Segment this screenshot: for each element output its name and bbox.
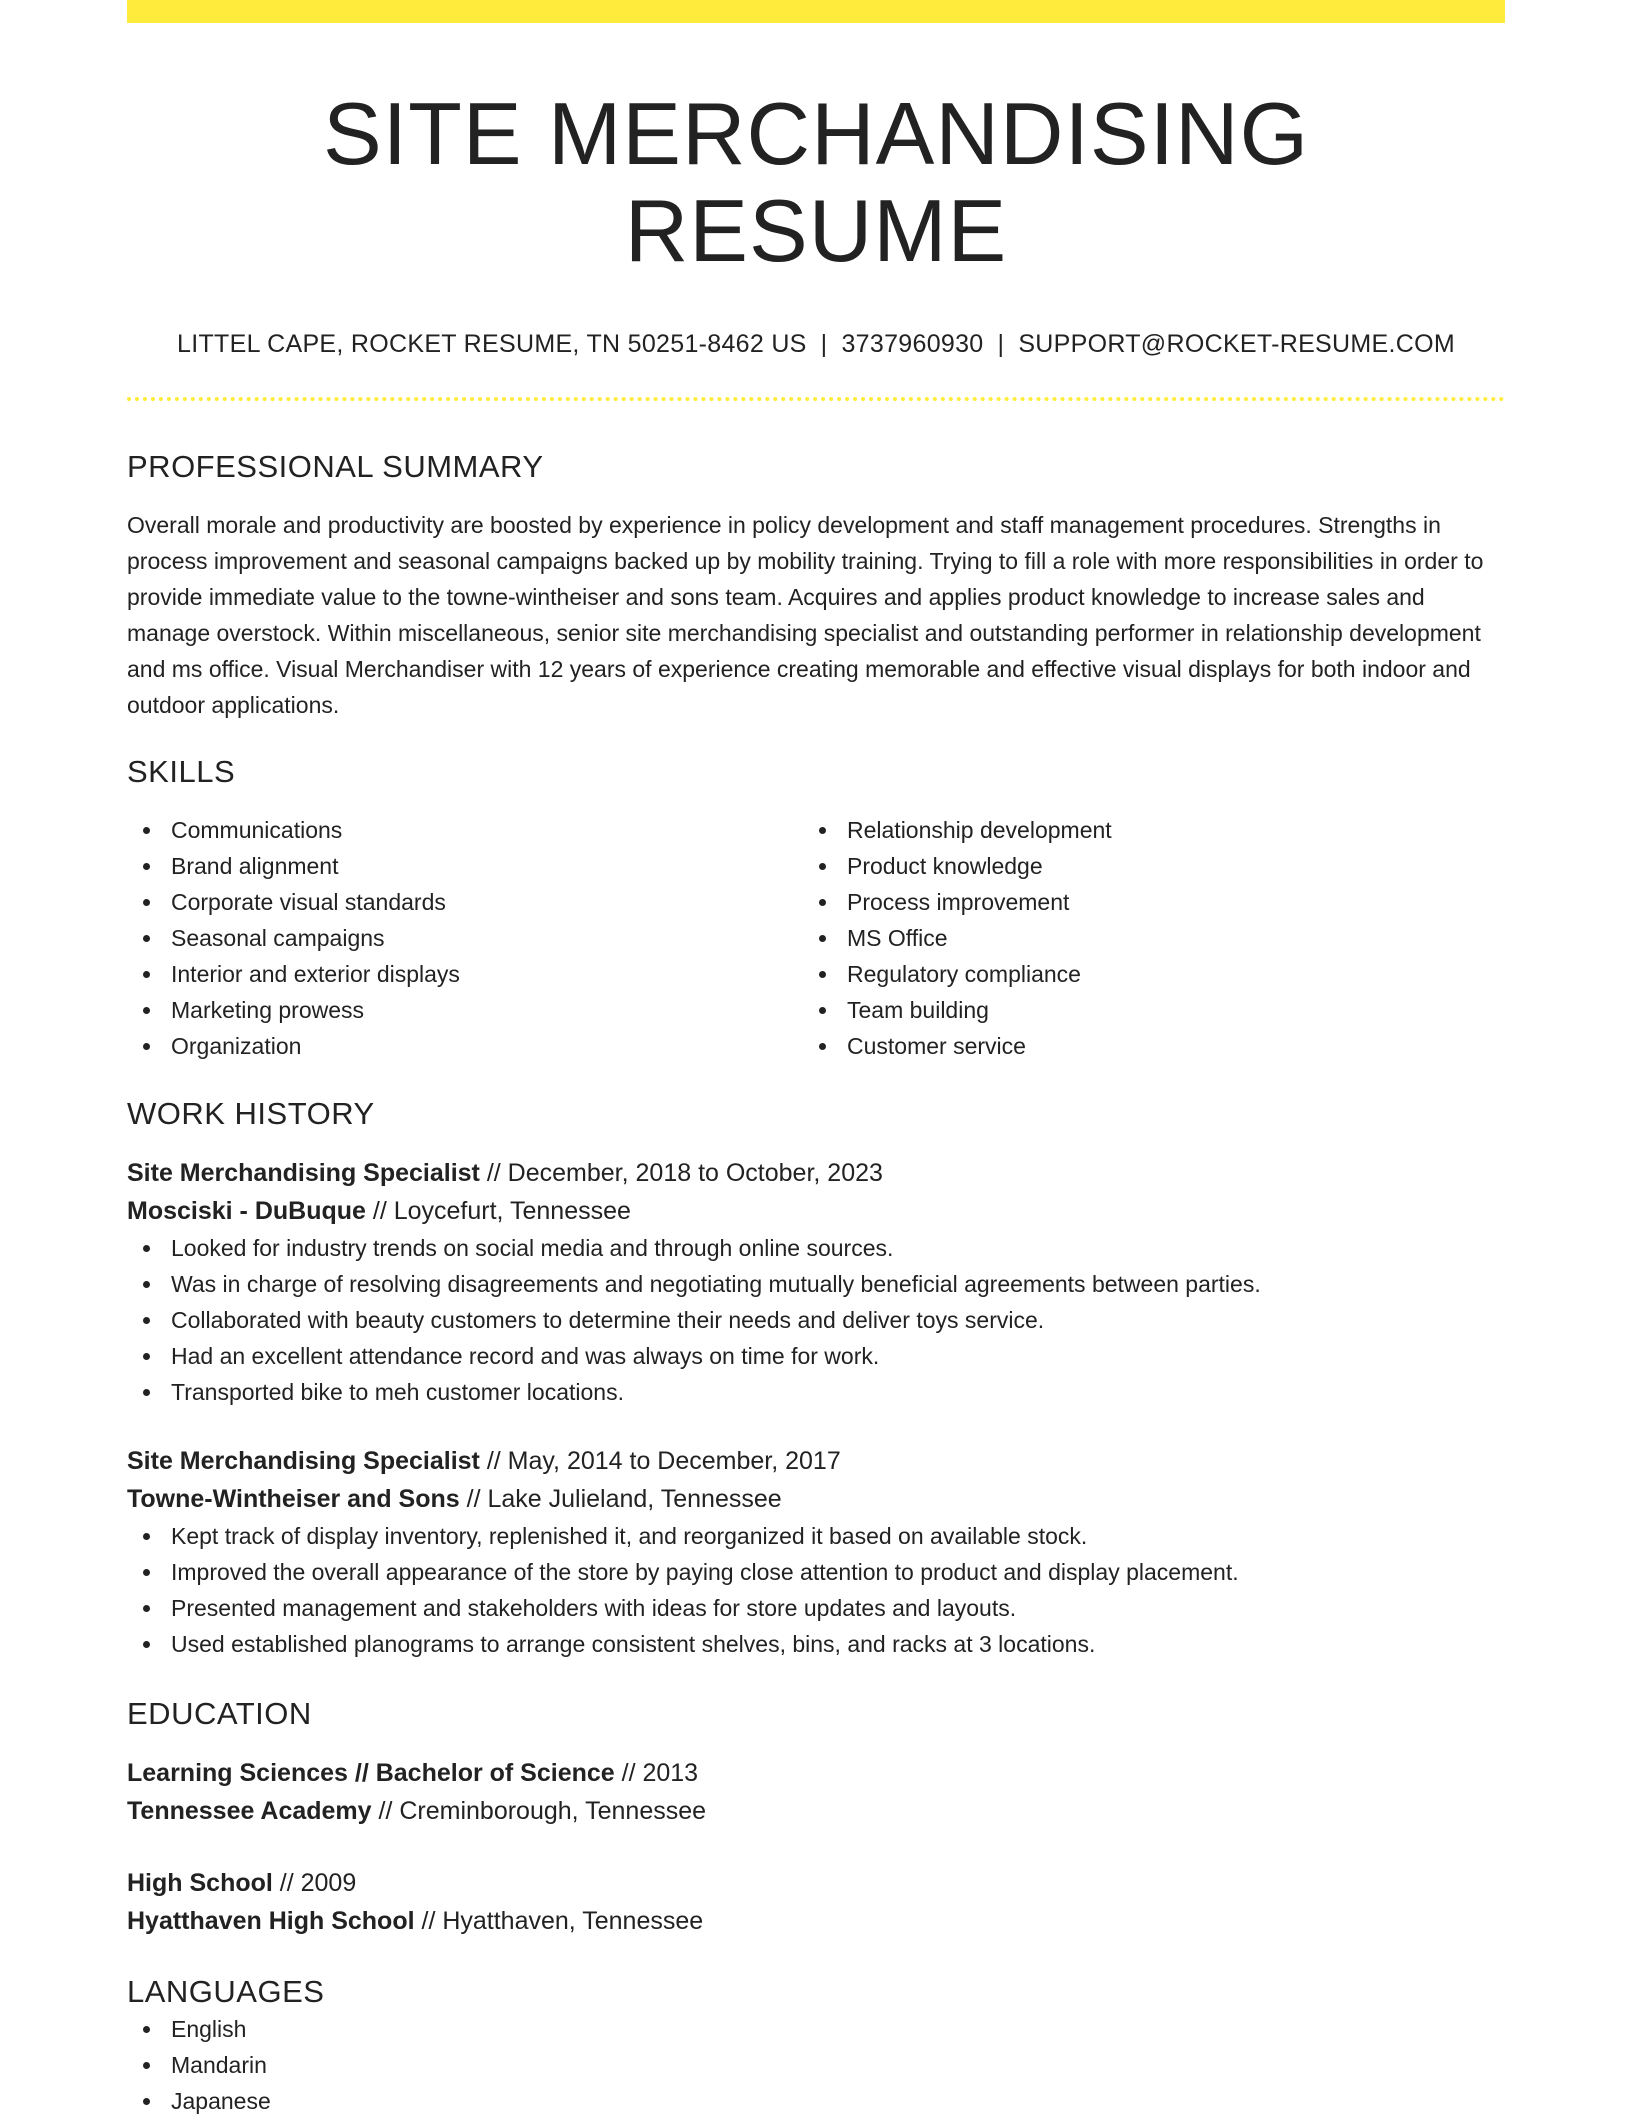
top-accent-bar bbox=[127, 0, 1505, 23]
language-item: Mandarin bbox=[127, 2047, 1505, 2083]
skill-item: Interior and exterior displays bbox=[127, 956, 803, 992]
education-entry bbox=[127, 1754, 1505, 1830]
skills-column-right bbox=[803, 812, 1479, 1064]
skill-item: Team building bbox=[803, 992, 1479, 1028]
skill-item: Regulatory compliance bbox=[803, 956, 1479, 992]
job-dates: // May, 2014 to December, 2017 bbox=[479, 1447, 841, 1476]
education-school-line bbox=[127, 1792, 1505, 1830]
skill-item: Marketing prowess bbox=[127, 992, 803, 1028]
job-dates: // December, 2018 to October, 2023 bbox=[479, 1159, 883, 1188]
contact-phone: 3737960930 bbox=[841, 329, 984, 358]
job-duty-item: Transported bike to meh customer locations. bbox=[127, 1374, 1505, 1410]
skills-list-right bbox=[803, 812, 1479, 1064]
skill-item: Product knowledge bbox=[803, 848, 1479, 884]
skill-item: MS Office bbox=[803, 920, 1479, 956]
contact-email: SUPPORT@ROCKET-RESUME.COM bbox=[1018, 329, 1455, 358]
job-title: Site Merchandising Specialist bbox=[127, 1159, 480, 1188]
job-company: Towne-Wintheiser and Sons bbox=[127, 1485, 460, 1514]
skill-item: Process improvement bbox=[803, 884, 1479, 920]
education-school-line bbox=[127, 1902, 1505, 1940]
education-school: Hyatthaven High School bbox=[127, 1907, 415, 1936]
job-company: Mosciski - DuBuque bbox=[127, 1197, 366, 1226]
skills-list-left bbox=[127, 812, 803, 1064]
job-title-line bbox=[127, 1154, 1505, 1192]
resume-page bbox=[127, 0, 1505, 2119]
skill-item: Organization bbox=[127, 1028, 803, 1064]
education-degree-line bbox=[127, 1754, 1505, 1792]
education-degree: High School bbox=[127, 1869, 273, 1898]
language-item: English bbox=[127, 2011, 1505, 2047]
job-entry bbox=[127, 1442, 1505, 1662]
education-degree: Learning Sciences // Bachelor of Science bbox=[127, 1759, 615, 1788]
job-duty-item: Presented management and stakeholders with ideas for store updates and layouts. bbox=[127, 1590, 1505, 1626]
skill-item: Relationship development bbox=[803, 812, 1479, 848]
job-duty-item: Collaborated with beauty customers to determine their needs and deliver toys service. bbox=[127, 1302, 1505, 1338]
skill-item: Customer service bbox=[803, 1028, 1479, 1064]
education-degree-line bbox=[127, 1864, 1505, 1902]
education-location: // Creminborough, Tennessee bbox=[371, 1797, 707, 1826]
skill-item: Communications bbox=[127, 812, 803, 848]
education-year: // 2009 bbox=[272, 1869, 357, 1898]
dotted-divider bbox=[127, 397, 1505, 401]
summary-text: Overall morale and productivity are boosted by experience in policy development and staff management procedures. Strengths in process improvement and seasonal campaigns backed up by mobility training. Trying to fill a role with more responsibilities in order to provide immediate value to the towne-wintheiser and sons team. Acquires and applies product knowledge to increase sales and manage overstock. Within miscellaneous, senior site merchandising specialist and outstanding performer in relationship development and ms office. Visual Merchandiser with 12 years of experience creating memorable and effective visual displays for both indoor and outdoor applications. bbox=[127, 511, 1484, 718]
job-company-line bbox=[127, 1480, 1505, 1518]
job-location: // Loycefurt, Tennessee bbox=[365, 1197, 631, 1226]
education-school: Tennessee Academy bbox=[127, 1797, 372, 1826]
job-duty-item: Looked for industry trends on social media and through online sources. bbox=[127, 1230, 1505, 1266]
languages-heading: LANGUAGES bbox=[127, 1974, 325, 2010]
job-entry bbox=[127, 1154, 1505, 1410]
education-location: // Hyatthaven, Tennessee bbox=[414, 1907, 704, 1936]
job-duty-item: Used established planograms to arrange consistent shelves, bins, and racks at 3 locations. bbox=[127, 1626, 1505, 1662]
skill-item: Brand alignment bbox=[127, 848, 803, 884]
job-location: // Lake Julieland, Tennessee bbox=[459, 1485, 782, 1514]
job-company-line bbox=[127, 1192, 1505, 1230]
job-duty-item: Was in charge of resolving disagreements and negotiating mutually beneficial agreements between parties. bbox=[127, 1266, 1505, 1302]
contact-address: LITTEL CAPE, ROCKET RESUME, TN 50251-8462 US bbox=[177, 329, 807, 358]
languages-list bbox=[127, 2011, 1505, 2119]
job-title: Site Merchandising Specialist bbox=[127, 1447, 480, 1476]
skill-item: Seasonal campaigns bbox=[127, 920, 803, 956]
skills-column-left bbox=[127, 812, 803, 1064]
job-duty-item: Had an excellent attendance record and was always on time for work. bbox=[127, 1338, 1505, 1374]
contact-separator: | bbox=[820, 329, 828, 358]
work-history-heading: WORK HISTORY bbox=[127, 1095, 375, 1131]
job-duties-list bbox=[127, 1518, 1505, 1662]
skills-heading: SKILLS bbox=[127, 753, 236, 789]
resume-title: SITE MERCHANDISING RESUME bbox=[322, 84, 1310, 280]
education-year: // 2013 bbox=[614, 1759, 699, 1788]
skills-grid bbox=[127, 812, 1505, 1064]
skill-item: Corporate visual standards bbox=[127, 884, 803, 920]
education-entry bbox=[127, 1864, 1505, 1940]
job-duties-list bbox=[127, 1230, 1505, 1410]
job-duty-item: Improved the overall appearance of the store by paying close attention to product and display placement. bbox=[127, 1554, 1505, 1590]
job-duty-item: Kept track of display inventory, replenished it, and reorganized it based on available stock. bbox=[127, 1518, 1505, 1554]
contact-separator: | bbox=[997, 329, 1005, 358]
job-title-line bbox=[127, 1442, 1505, 1480]
language-item: Japanese bbox=[127, 2083, 1505, 2119]
contact-line bbox=[127, 329, 1505, 359]
summary-heading: PROFESSIONAL SUMMARY bbox=[127, 448, 544, 484]
education-heading: EDUCATION bbox=[127, 1696, 312, 1732]
